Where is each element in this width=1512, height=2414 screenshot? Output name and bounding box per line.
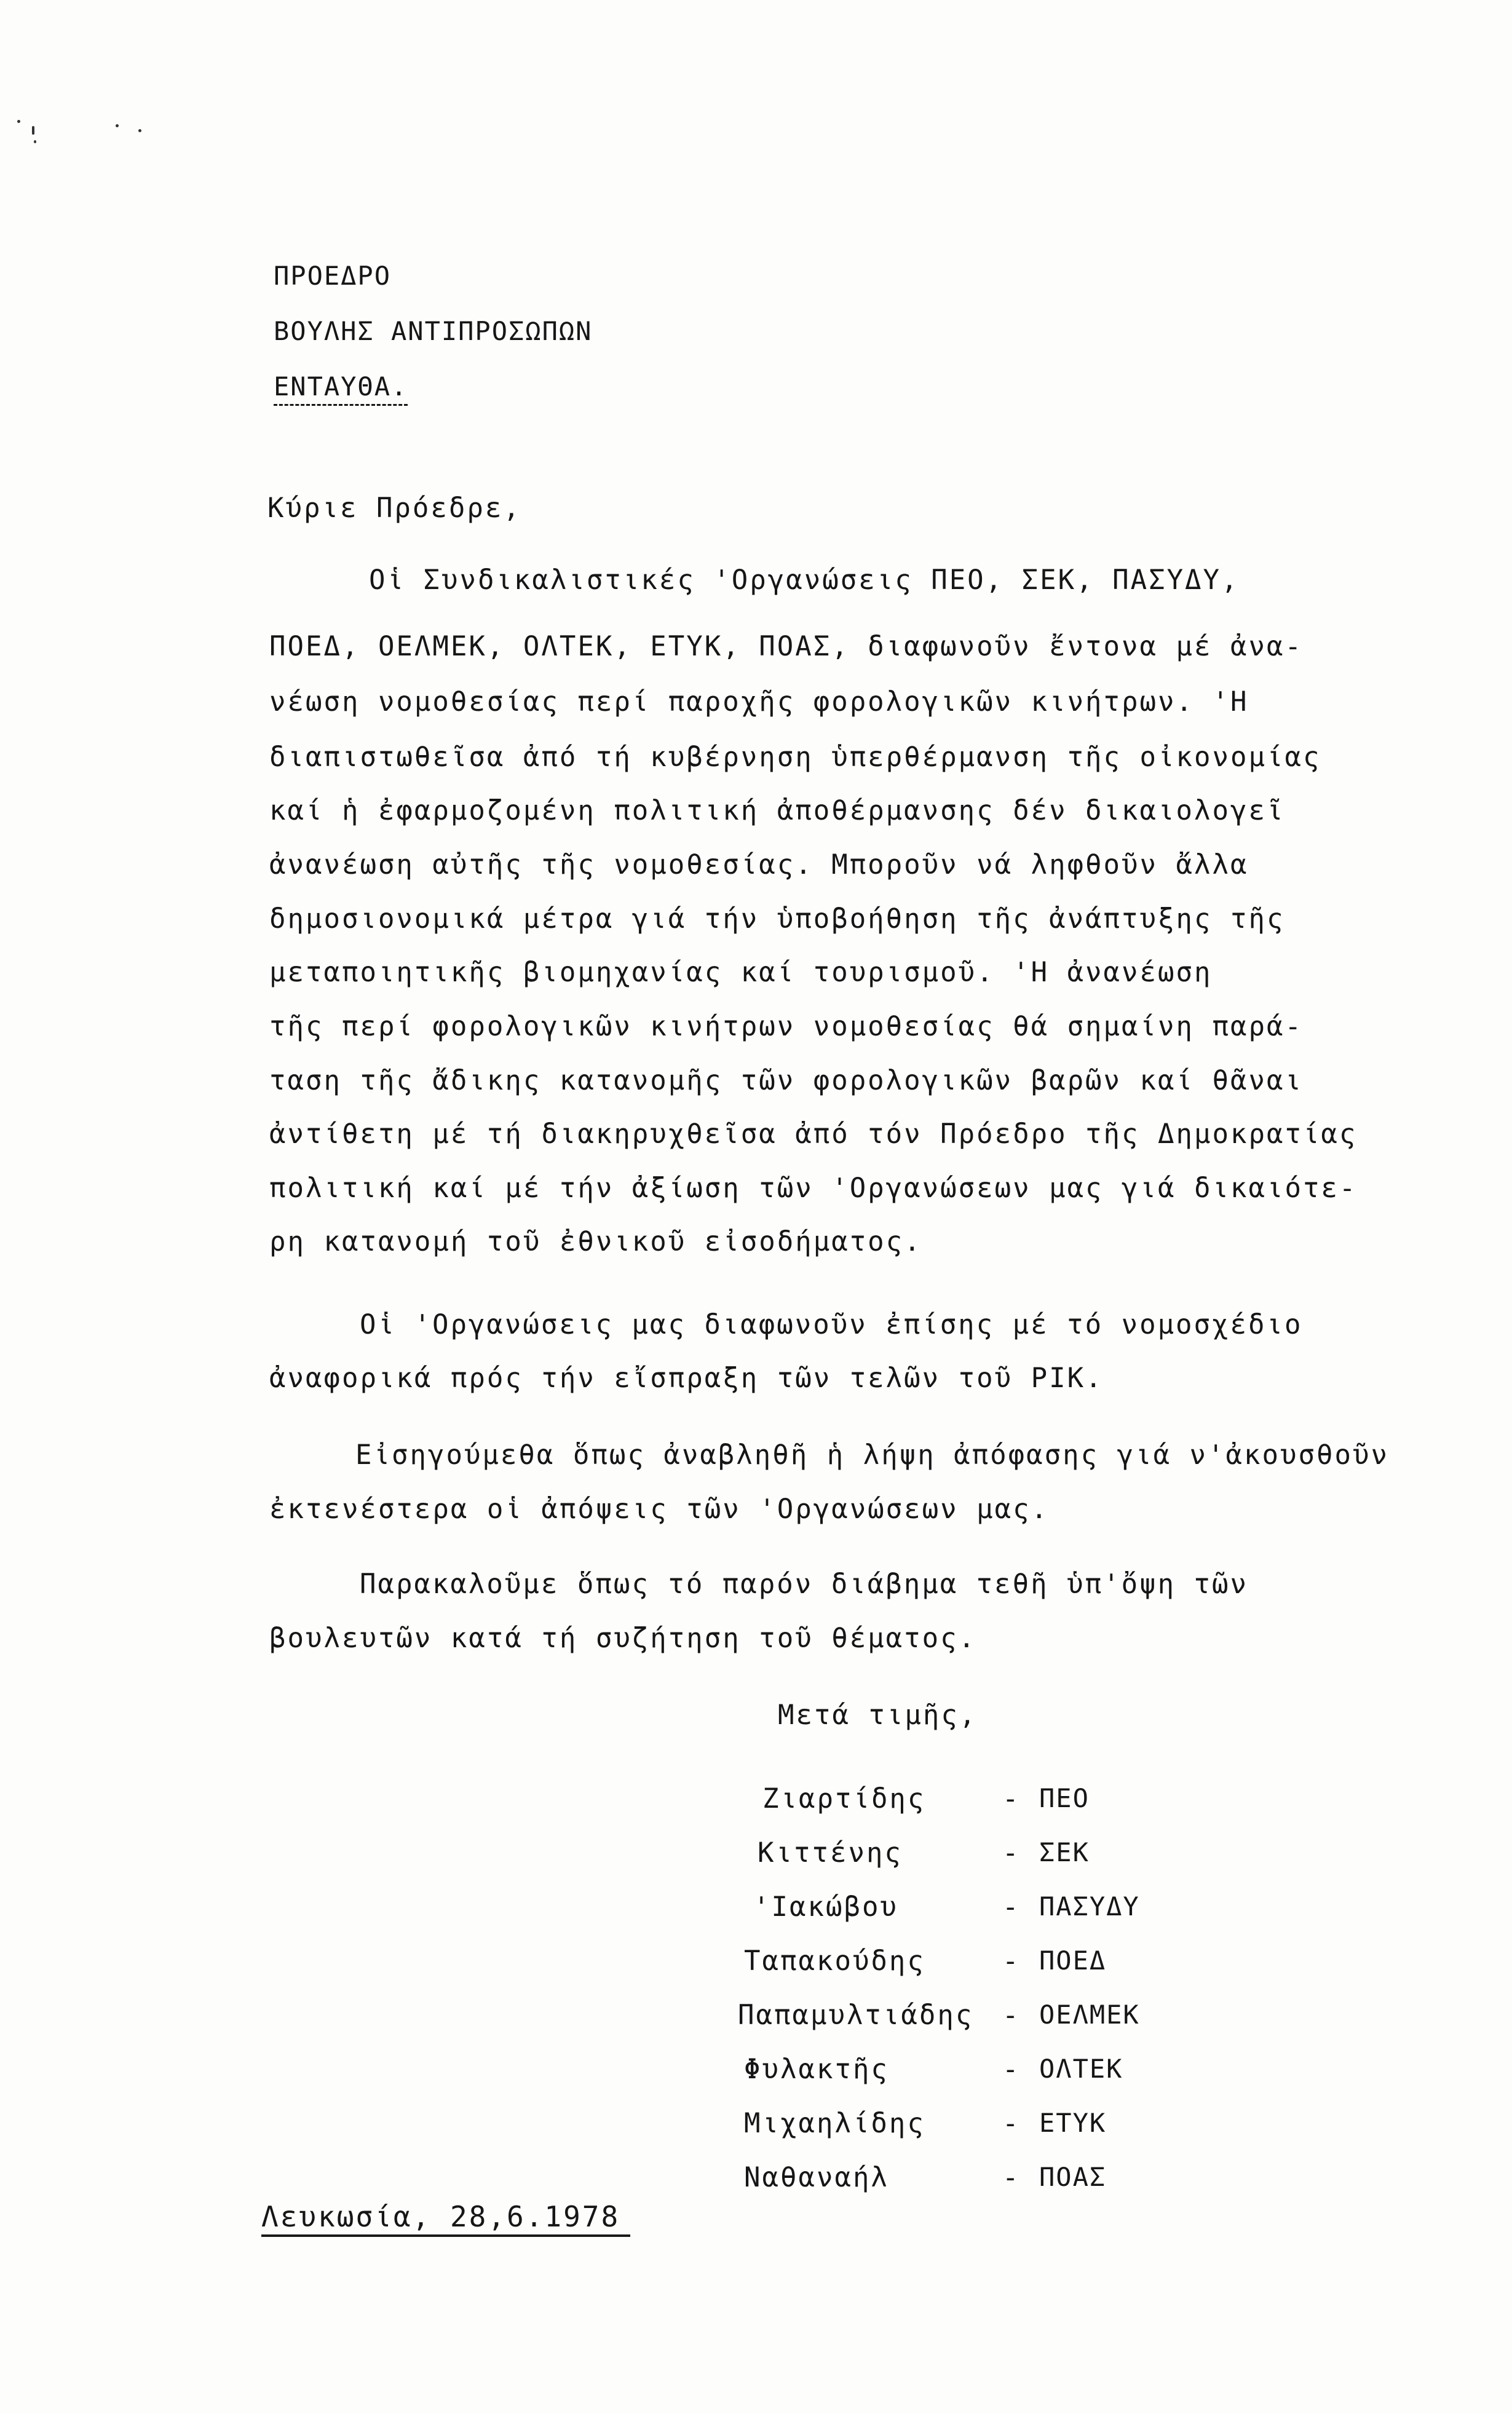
- scan-speck: [34, 140, 36, 143]
- signatory-org: ΣΕΚ: [1039, 1837, 1090, 1867]
- signatory-name: Παπαμυλτιάδης: [738, 2000, 974, 2031]
- signatory-row: [0, 1783, 1512, 1820]
- signatory-dash: -: [1002, 2162, 1019, 2193]
- place-date: Λευκωσία, 28,6.1978: [261, 2200, 620, 2233]
- paragraph-1-line: τῆς περί φορολογικῶν κινήτρων νομοθεσίας θά σημαίνη παρά-: [269, 1011, 1303, 1042]
- paragraph-3-line: Εἰσηγούμεθα ὅπως ἀναβληθῆ ἡ λήψη ἀπόφασης γιά ν'ἀκουσθοῦν: [355, 1439, 1389, 1471]
- paragraph-4-line: βουλευτῶν κατά τή συζήτηση τοῦ θέματος.: [269, 1623, 977, 1654]
- signatory-name: Μιχαηλίδης: [744, 2108, 925, 2139]
- scan-speck: [17, 120, 20, 123]
- signatory-org: ΟΛΤΕΚ: [1039, 2054, 1123, 2084]
- signatory-row: [0, 2162, 1512, 2199]
- paragraph-1-line: ταση τῆς ἄδικης κατανομῆς τῶν φορολογικῶν βαρῶν καί θᾶναι: [269, 1065, 1303, 1096]
- paragraph-2-line: Οἱ 'Οργανώσεις μας διαφωνοῦν ἐπίσης μέ τό νομοσχέδιο: [360, 1309, 1303, 1340]
- signatory-dash: -: [1002, 1945, 1019, 1977]
- signatory-row: [0, 2054, 1512, 2091]
- signatory-dash: -: [1002, 2000, 1019, 2031]
- signatory-row: [0, 2000, 1512, 2036]
- signatory-row: [0, 1945, 1512, 1982]
- date-underline: [261, 2234, 630, 2237]
- signatory-row: [0, 1837, 1512, 1874]
- signatory-name: 'Ιακώβου: [753, 1891, 898, 1923]
- paragraph-1-line: νέωση νομοθεσίας περί παροχῆς φορολογικῶν κινήτρων. 'Η: [269, 686, 1249, 718]
- paragraph-1-line: διαπιστωθεῖσα ἀπό τή κυβέρνηση ὑπερθέρμανση τῆς οἰκονομίας: [269, 742, 1321, 773]
- signatory-name: Κιττένης: [758, 1837, 903, 1869]
- scan-speck: [32, 126, 34, 135]
- signatory-org: ΟΕΛΜΕΚ: [1039, 2000, 1140, 2030]
- signatory-row: [0, 1891, 1512, 1928]
- paragraph-4-line: Παρακαλοῦμε ὅπως τό παρόν διάβημα τεθῆ ὑπ'ὄψη τῶν: [360, 1569, 1249, 1600]
- paragraph-1-line: δημοσιονομικά μέτρα γιά τήν ὑποβοήθηση τῆς ἀνάπτυξης τῆς: [269, 903, 1285, 935]
- signatory-org: ΠΕΟ: [1039, 1783, 1090, 1813]
- signatory-dash: -: [1002, 1891, 1019, 1923]
- recipient-line-1: ΠΡΟΕΔΡΟ: [274, 261, 392, 291]
- signatory-dash: -: [1002, 2054, 1019, 2085]
- signatory-name: Ζιαρτίδης: [762, 1783, 926, 1814]
- paragraph-2-line: ἀναφορικά πρός τήν εἴσπραξη τῶν τελῶν τοῦ ΡΙΚ.: [269, 1363, 1104, 1394]
- signatory-name: Ναθαναήλ: [744, 2162, 889, 2193]
- paragraph-1-line: καί ἡ ἐφαρμοζομένη πολιτική ἀποθέρμανσης δέν δικαιολογεῖ: [269, 795, 1285, 826]
- signatory-name: Ταπακούδης: [744, 1945, 925, 1977]
- signatory-org: ΕΤΥΚ: [1039, 2108, 1107, 2138]
- recipient-line-2: ΒΟΥΛΗΣ ΑΝΤΙΠΡΟΣΩΠΩΝ: [274, 316, 593, 346]
- scan-speck: [138, 129, 141, 132]
- signatory-org: ΠΟΕΔ: [1039, 1945, 1107, 1976]
- signatory-name: Φυλακτῆς: [744, 2054, 889, 2085]
- paragraph-1-line: μεταποιητικῆς βιομηχανίας καί τουρισμοῦ. 'Η ἀνανέωση: [269, 957, 1213, 988]
- signatory-row: [0, 2108, 1512, 2145]
- paragraph-1-line: πολιτική καί μέ τήν ἀξίωση τῶν 'Οργανώσεων μας γιά δικαιότε-: [269, 1173, 1358, 1204]
- paragraph-1-line: ρη κατανομή τοῦ ἐθνικοῦ εἰσοδήματος.: [269, 1226, 922, 1257]
- signatory-org: ΠΟΑΣ: [1039, 2162, 1107, 2192]
- salutation: Κύριε Πρόεδρε,: [267, 493, 521, 524]
- signatory-dash: -: [1002, 1837, 1019, 1869]
- signatory-dash: -: [1002, 1783, 1019, 1814]
- paragraph-1-line: ΠΟΕΔ, ΟΕΛΜΕΚ, ΟΛΤΕΚ, ΕΤΥΚ, ΠΟΑΣ, διαφωνοῦν ἔντονα μέ ἀνα-: [269, 631, 1303, 662]
- paragraph-1-line: ἀνανέωση αὐτῆς τῆς νομοθεσίας. Μποροῦν νά ληφθοῦν ἄλλα: [269, 849, 1249, 881]
- paragraph-3-line: ἐκτενέστερα οἱ ἀπόψεις τῶν 'Οργανώσεων μας.: [269, 1494, 1050, 1525]
- paragraph-1-line: ἀντίθετη μέ τή διακηρυχθεῖσα ἀπό τόν Πρόεδρο τῆς Δημοκρατίας: [269, 1118, 1358, 1150]
- signatory-org: ΠΑΣΥΔΥ: [1039, 1891, 1140, 1921]
- scan-speck: [116, 124, 119, 127]
- recipient-line-3: ΕΝΤΑΥΘΑ.: [274, 371, 408, 402]
- paragraph-1-line: Οἱ Συνδικαλιστικές 'Οργανώσεις ΠΕΟ, ΣΕΚ, ΠΑΣΥΔΥ,: [369, 564, 1240, 596]
- signatory-dash: -: [1002, 2108, 1019, 2139]
- closing: Μετά τιμῆς,: [778, 1700, 978, 1731]
